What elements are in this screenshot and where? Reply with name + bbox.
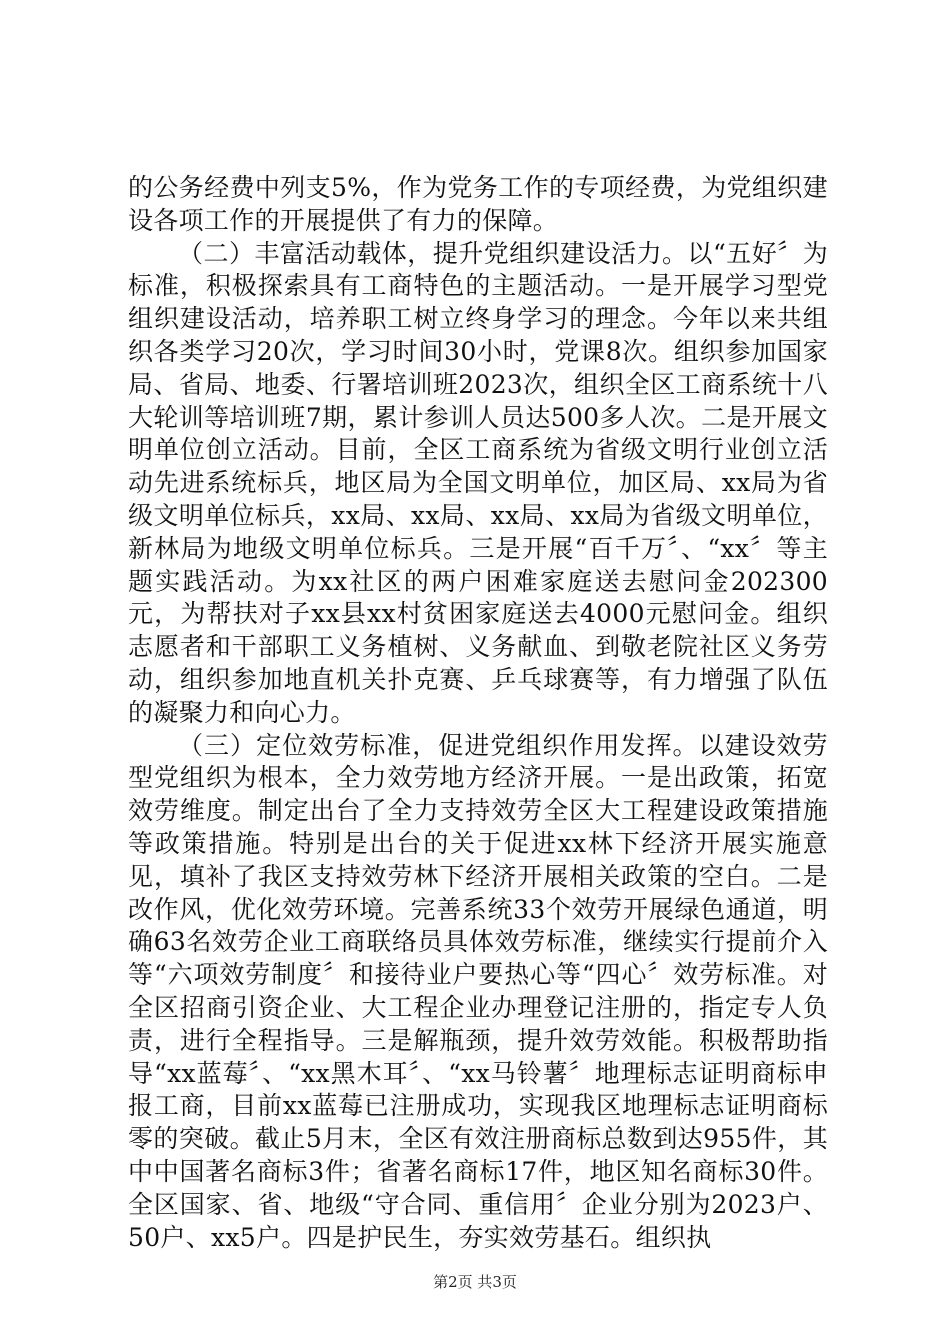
paragraph-funding: 的公务经费中列支5%，作为党务工作的专项经费，为党组织建设各项工作的开展提供了有力的保障。 [128, 173, 828, 235]
document-body [128, 172, 828, 1254]
paragraph-services: （三）定位效劳标准，促进党组织作用发挥。以建设效劳型党组织为根本，全力效劳地方经济开展。一是出政策，拓宽效劳维度。制定出台了全力支持效劳全区大工程建设政策措施等政策措施。特别是出台的关于促进xx林下经济开展实施意见，填补了我区支持效劳林下经济开展相关政策的空白。二是改作风，优化效劳环境。完善系统33个效劳开展绿色通道，明确63名效劳企业工商联络员具体效劳标准，继续实行提前介入等“六项效劳制度〞和接待业户要热心等“四心〞效劳标准。对全区招商引资企业、大工程企业办理登记注册的，指定专人负责，进行全程指导。三是解瓶颈，提升效劳效能。积极帮助指导“xx蓝莓〞、“xx黑木耳〞、“xx马铃薯〞地理标志证明商标申报工商，目前xx蓝莓已注册成功，实现我区地理标志证明商标零的突破。截止5月末，全区有效注册商标总数到达955件，其中中国著名商标3件；省著名商标17件，地区知名商标30件。全区国家、省、地级“守合同、重信用〞企业分别为2023户、50户、xx5户。四是护民生，夯实效劳基石。组织执 [128, 730, 828, 1252]
paragraph-activities: （二）丰富活动载体，提升党组织建设活力。以“五好〞为标准，积极探索具有工商特色的主题活动。一是开展学习型党组织建设活动，培养职工树立终身学习的理念。今年以来共组织各类学习20次，学习时间30小时，党课8次。组织参加国家局、省局、地委、行署培训班2023次，组织全区工商系统十八大轮训等培训班7期，累计参训人员达500多人次。二是开展文明单位创立活动。目前，全区工商系统为省级文明行业创立活动先进系统标兵，地区局为全国文明单位，加区局、xx局为省级文明单位标兵，xx局、xx局、xx局、xx局为省级文明单位，新林局为地级文明单位标兵。三是开展“百千万〞、“xx〞等主题实践活动。为xx社区的两户困难家庭送去慰问金202300元，为帮扶对子xx县xx村贫困家庭送去4000元慰问金。组织志愿者和干部职工义务植树、义务献血、到敬老院社区义务劳动，组织参加地直机关扑克赛、乒乓球赛等，有力增强了队伍的凝聚力和向心力。 [128, 238, 828, 727]
page-number-footer: 第2页 共3页 [433, 1273, 517, 1291]
